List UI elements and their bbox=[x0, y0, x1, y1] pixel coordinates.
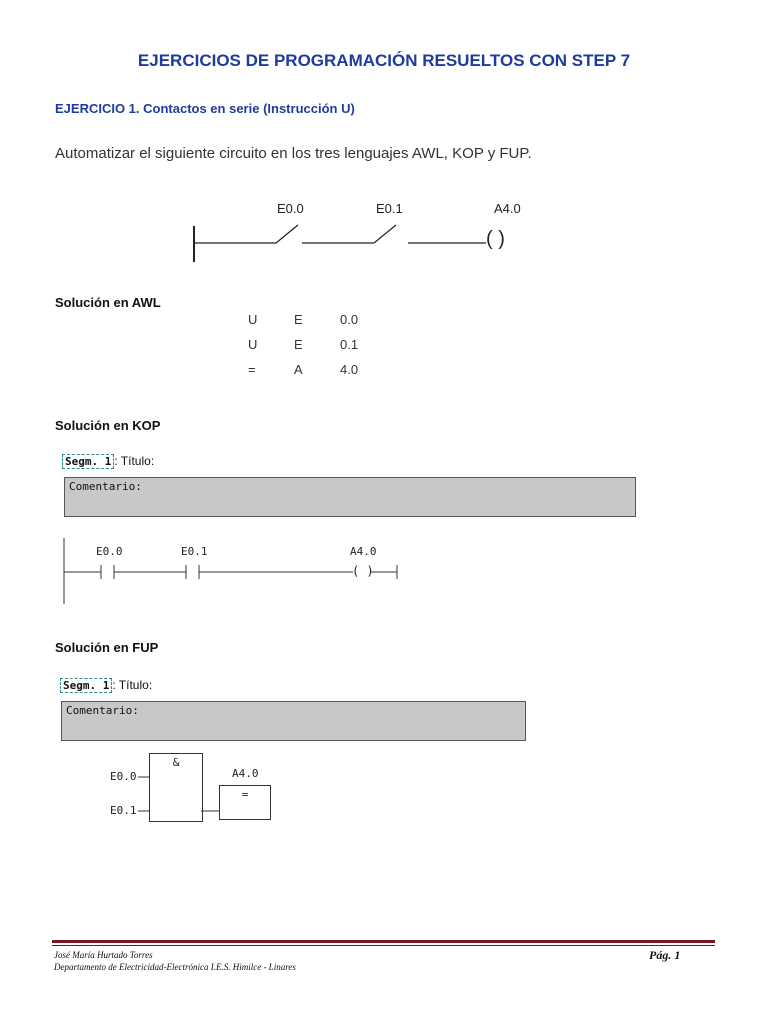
footer-rule-thin bbox=[52, 945, 715, 946]
kop-segment-label: Segm. 1 bbox=[62, 454, 114, 469]
circuit-coil-symbol: ( ) bbox=[486, 228, 505, 250]
kop-heading: Solución en KOP bbox=[55, 418, 161, 433]
kop-contact1-label: E0.0 bbox=[96, 545, 123, 558]
fup-segment-label: Segm. 1 bbox=[60, 678, 112, 693]
fup-comment-box: Comentario: bbox=[61, 701, 526, 741]
kop-comment-box: Comentario: bbox=[64, 477, 636, 517]
circuit-contact2-label: E0.1 bbox=[376, 201, 403, 216]
circuit-contact1-label: E0.0 bbox=[277, 201, 304, 216]
awl-area: E bbox=[294, 312, 303, 327]
page-number: Pág. 1 bbox=[649, 948, 681, 962]
awl-op: = bbox=[248, 362, 256, 377]
fup-segment-title: : Título: bbox=[112, 678, 153, 692]
footer-author: José María Hurtado Torres bbox=[54, 950, 153, 960]
page-title: EJERCICIOS DE PROGRAMACIÓN RESUELTOS CON STEP 7 bbox=[137, 51, 631, 70]
fup-output-label: A4.0 bbox=[232, 767, 259, 780]
fup-and-label: & bbox=[172, 756, 180, 769]
fup-input2-label: E0.1 bbox=[110, 804, 137, 817]
awl-address: 0.1 bbox=[340, 337, 359, 352]
exercise-intro: Automatizar el siguiente circuito en los tres lenguajes AWL, KOP y FUP. bbox=[55, 145, 532, 162]
footer-department: Departamento de Electricidad-Electrónica I.E.S. Himilce - Linares bbox=[54, 962, 296, 972]
awl-area: A bbox=[294, 362, 303, 377]
fup-heading: Solución en FUP bbox=[55, 640, 159, 655]
circuit-coil-label: A4.0 bbox=[494, 201, 521, 216]
footer-rule-thick bbox=[52, 940, 715, 943]
fup-input1-label: E0.0 bbox=[110, 770, 137, 783]
kop-coil-symbol: ( ) bbox=[352, 564, 374, 578]
awl-op: U bbox=[248, 337, 258, 352]
fup-assign-label: = bbox=[241, 788, 249, 801]
kop-contact2-label: E0.1 bbox=[181, 545, 208, 558]
exercise-title: EJERCICIO 1. Contactos en serie (Instrucción U) bbox=[55, 101, 355, 116]
kop-segment-title: : Título: bbox=[114, 454, 155, 468]
awl-address: 4.0 bbox=[340, 362, 359, 377]
awl-heading: Solución en AWL bbox=[55, 295, 161, 310]
awl-address: 0.0 bbox=[340, 312, 359, 327]
awl-area: E bbox=[294, 337, 303, 352]
kop-coil-label: A4.0 bbox=[350, 545, 377, 558]
awl-op: U bbox=[248, 312, 258, 327]
